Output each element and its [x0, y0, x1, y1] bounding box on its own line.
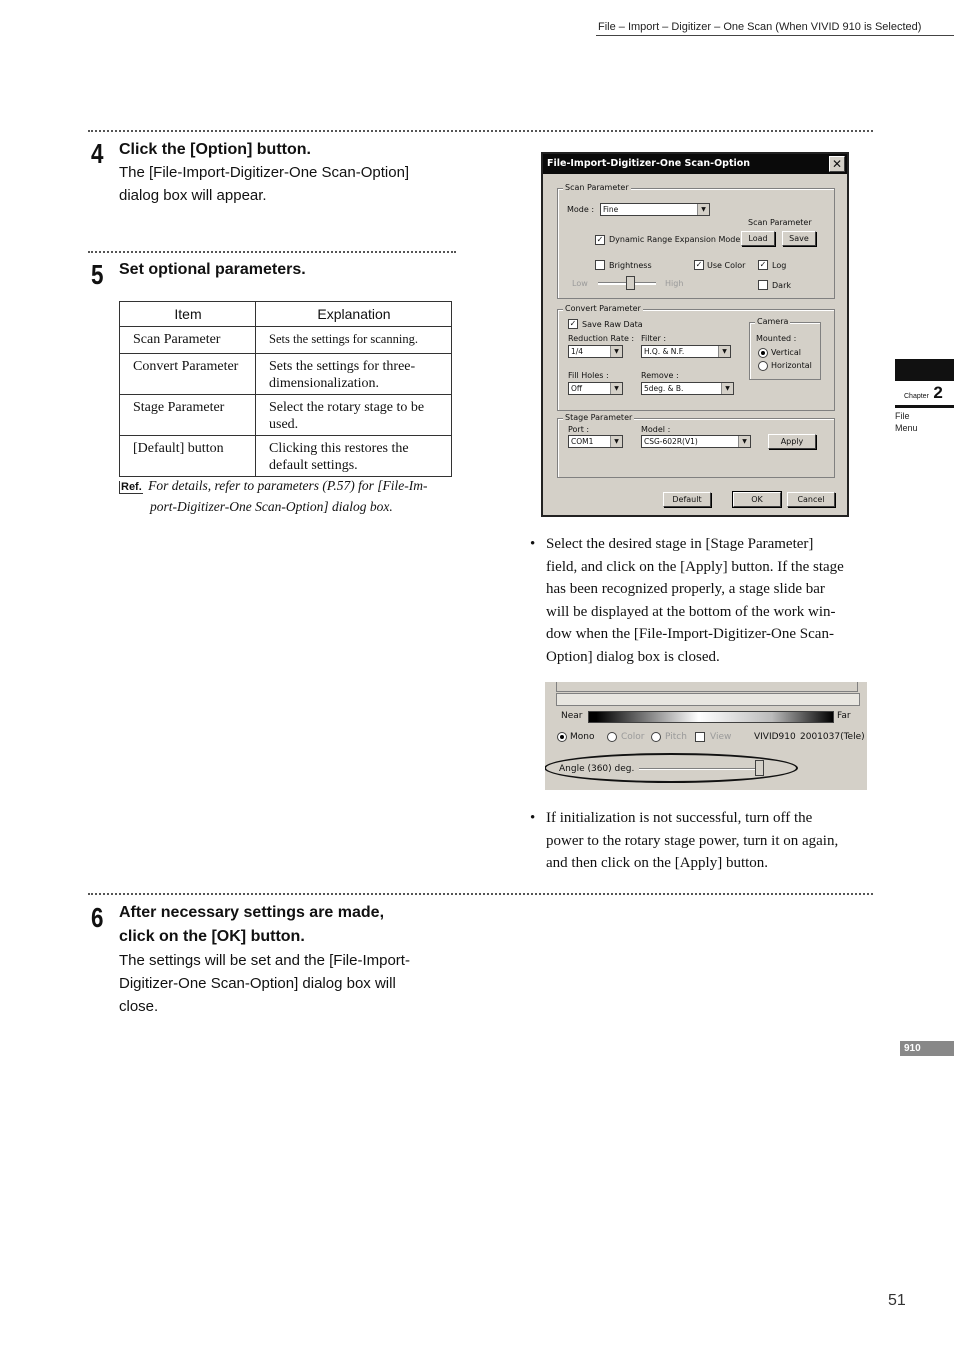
fill-holes-label: Fill Holes :: [568, 371, 609, 380]
bullet-init-failure: [530, 807, 870, 875]
step-6-number: 6: [91, 902, 104, 933]
table-cell-explanation: [256, 354, 452, 395]
high-label: High: [665, 279, 684, 288]
step-6-text: [119, 949, 410, 1018]
chevron-down-icon: ▼: [718, 346, 730, 357]
model-label: Model :: [641, 425, 671, 434]
table-cell-item: [Default] button: [120, 436, 256, 477]
apply-button[interactable]: Apply: [768, 434, 816, 449]
work-window-edge: [556, 693, 860, 706]
low-label: Low: [572, 279, 588, 288]
chapter-label: [895, 410, 918, 434]
chapter-rule: [895, 405, 954, 408]
step-6-title-line: After necessary settings are made,: [119, 904, 385, 921]
near-label: Near: [561, 711, 583, 721]
chapter-number: 2: [933, 383, 943, 402]
mono-label: Mono: [570, 732, 595, 742]
use-color-label: Use Color: [707, 261, 746, 270]
pitch-label: Pitch: [665, 732, 687, 742]
save-button[interactable]: Save: [782, 231, 816, 246]
horizontal-label: Horizontal: [771, 361, 812, 370]
chapter-marker: [904, 383, 943, 403]
step-5-title: Set optional parameters.: [119, 261, 306, 278]
chevron-down-icon: ▼: [610, 346, 622, 357]
ref-line: For details, refer to parameters (P.57) for [File-Im-: [148, 478, 428, 493]
table-cell-explanation: [256, 436, 452, 477]
bullet-stage-apply: [530, 533, 870, 668]
convert-parameter-group: [557, 304, 835, 411]
dynamic-range-checkbox[interactable]: ✓: [596, 235, 604, 244]
group-label: Convert Parameter: [565, 304, 641, 313]
bullet-line: has been recognized properly, a stage slide bar: [546, 581, 825, 597]
bullet-line: power to the rotary stage power, turn it on again,: [546, 832, 839, 849]
save-raw-label: Save Raw Data: [582, 320, 643, 329]
port-label: Port :: [568, 425, 590, 434]
dark-checkbox[interactable]: [758, 280, 768, 290]
bullet-marker: •: [530, 810, 536, 826]
close-icon[interactable]: ✕: [829, 156, 845, 172]
chevron-down-icon: ▼: [721, 383, 733, 394]
chapter-tab: [895, 359, 954, 381]
separator-step6: [88, 893, 873, 895]
log-label: Log: [772, 261, 787, 270]
chevron-down-icon: ▼: [697, 204, 709, 215]
table-row: [120, 327, 452, 354]
bullet-line: dow when the [File-Import-Digitizer-One Scan-: [546, 626, 834, 642]
mounted-label: Mounted :: [756, 334, 797, 343]
dynamic-range-label: Dynamic Range Expansion Mode: [609, 235, 741, 244]
vertical-label: Vertical: [771, 348, 801, 357]
dialog-title: File-Import-Digitizer-One Scan-Option: [543, 154, 847, 174]
mono-radio[interactable]: [557, 732, 567, 742]
chapter-word: Chapter: [904, 393, 929, 400]
depth-gradient-bar: [588, 711, 834, 723]
vertical-radio[interactable]: [758, 348, 768, 358]
stage-parameter-group: [557, 413, 835, 478]
remove-select[interactable]: 5deg. & B. ▼: [641, 382, 734, 395]
step-5-number: 5: [91, 259, 104, 290]
work-window-edge: [556, 682, 858, 692]
bullet-line: If initialization is not successful, turn off the: [546, 810, 813, 826]
bullet-line: will be displayed at the bottom of the work win-: [546, 603, 836, 620]
reduction-label: Reduction Rate :: [568, 334, 635, 343]
table-header-explanation: Explanation: [256, 302, 452, 327]
far-label: Far: [837, 711, 851, 721]
color-radio[interactable]: [607, 732, 617, 742]
bullet-line: field, and click on the [Apply] button. If the stage: [546, 558, 844, 575]
step-4-text: [119, 161, 409, 207]
explanation-line: used.: [269, 417, 299, 432]
separator-step5: [88, 251, 456, 253]
scan-parameter-group: [557, 183, 835, 299]
chapter-label-line: Menu: [895, 423, 918, 433]
filter-label: Filter :: [641, 334, 667, 343]
table-cell-explanation: [256, 395, 452, 436]
table-cell-item: Scan Parameter: [120, 327, 256, 354]
chevron-down-icon: ▼: [610, 436, 622, 447]
mode-select[interactable]: Fine ▼: [600, 203, 710, 216]
parameters-table: [119, 301, 452, 477]
table-row: [120, 436, 452, 477]
step-4-text-line: The [File-Import-Digitizer-One Scan-Option]: [119, 164, 410, 181]
port-select[interactable]: COM1 ▼: [568, 435, 623, 448]
table-cell-item: Stage Parameter: [120, 395, 256, 436]
device-label: VIVID910: [754, 732, 796, 742]
fill-holes-select[interactable]: Off ▼: [568, 382, 623, 395]
view-checkbox[interactable]: [695, 732, 705, 742]
cancel-button[interactable]: Cancel: [787, 492, 835, 507]
step-4-text-line: dialog box will appear.: [119, 187, 267, 204]
brightness-slider-handle[interactable]: [626, 276, 635, 290]
highlight-ellipse: [545, 753, 798, 783]
dark-label: Dark: [772, 281, 791, 290]
explanation-line: dimensionalization.: [269, 376, 380, 391]
ref-badge: Ref.: [121, 481, 142, 493]
page-number: 51: [888, 1292, 906, 1309]
table-row: [120, 354, 452, 395]
explanation-line: Clicking this restores the: [269, 441, 409, 456]
group-label: Camera: [757, 317, 789, 326]
table-row: [120, 395, 452, 436]
explanation-line: Select the rotary stage to be: [269, 400, 425, 415]
chevron-down-icon: ▼: [610, 383, 622, 394]
chevron-down-icon: ▼: [738, 436, 750, 447]
step-4-number: 4: [91, 138, 104, 169]
table-header-item: Item: [120, 302, 256, 327]
pitch-radio[interactable]: [651, 732, 661, 742]
remove-label: Remove :: [641, 371, 679, 380]
explanation-line: Sets the settings for three-: [269, 359, 416, 374]
stage-slide-bar-screenshot: [545, 682, 867, 790]
save-raw-checkbox[interactable]: ✓: [569, 319, 577, 328]
model-badge: 910: [900, 1041, 954, 1056]
chapter-label-line: File: [895, 411, 910, 421]
angle-label: Angle (360) deg.: [559, 764, 635, 774]
explanation-line: default settings.: [269, 458, 358, 473]
step-6-title: [119, 901, 384, 949]
option-dialog: [541, 152, 849, 517]
group-label: Stage Parameter: [565, 413, 633, 422]
bullet-line: Select the desired stage in [Stage Parameter]: [546, 536, 814, 552]
separator-step4: [88, 130, 873, 132]
view-label: View: [710, 732, 732, 742]
brightness-checkbox[interactable]: [595, 260, 605, 270]
step-4-title: Click the [Option] button.: [119, 141, 311, 158]
header-rule: [596, 35, 954, 36]
scan-param-sublabel: Scan Parameter: [748, 218, 812, 227]
default-button[interactable]: Default: [663, 492, 711, 507]
device-id-label: 2001037(Tele): [800, 732, 865, 742]
bullet-marker: •: [530, 536, 536, 552]
horizontal-radio[interactable]: [758, 361, 768, 371]
brightness-label: Brightness: [609, 261, 652, 270]
step-6-text-line: close.: [119, 998, 159, 1015]
step-6-text-line: Digitizer-One Scan-Option] dialog box will: [119, 975, 396, 992]
step-6-title-line: click on the [OK] button.: [119, 928, 305, 945]
load-button[interactable]: Load: [741, 231, 775, 246]
mode-label: Mode :: [567, 205, 595, 214]
model-select[interactable]: CSG-602R(V1) ▼: [641, 435, 751, 448]
table-cell-explanation: Sets the settings for scanning.: [256, 327, 452, 354]
table-header-row: [120, 302, 452, 327]
step-6-text-line: The settings will be set and the [File-Import-: [119, 952, 410, 969]
use-color-checkbox[interactable]: ✓: [695, 260, 703, 269]
reduction-select[interactable]: 1/4 ▼: [568, 345, 623, 358]
group-label: Scan Parameter: [565, 183, 629, 192]
bullet-line: Option] dialog box is closed.: [546, 648, 720, 665]
log-checkbox[interactable]: ✓: [759, 260, 767, 269]
reference-note: [119, 476, 459, 517]
bullet-line: and then click on the [Apply] button.: [546, 855, 769, 871]
table-cell-item: Convert Parameter: [120, 354, 256, 395]
filter-select[interactable]: H.Q. & N.F. ▼: [641, 345, 731, 358]
camera-group: [749, 317, 821, 380]
color-label: Color: [621, 732, 645, 742]
running-header: File – Import – Digitizer – One Scan (When VIVID 910 is Selected): [598, 21, 922, 33]
ok-button[interactable]: OK: [733, 492, 781, 507]
ref-line: port-Digitizer-One Scan-Option] dialog box.: [150, 499, 393, 514]
